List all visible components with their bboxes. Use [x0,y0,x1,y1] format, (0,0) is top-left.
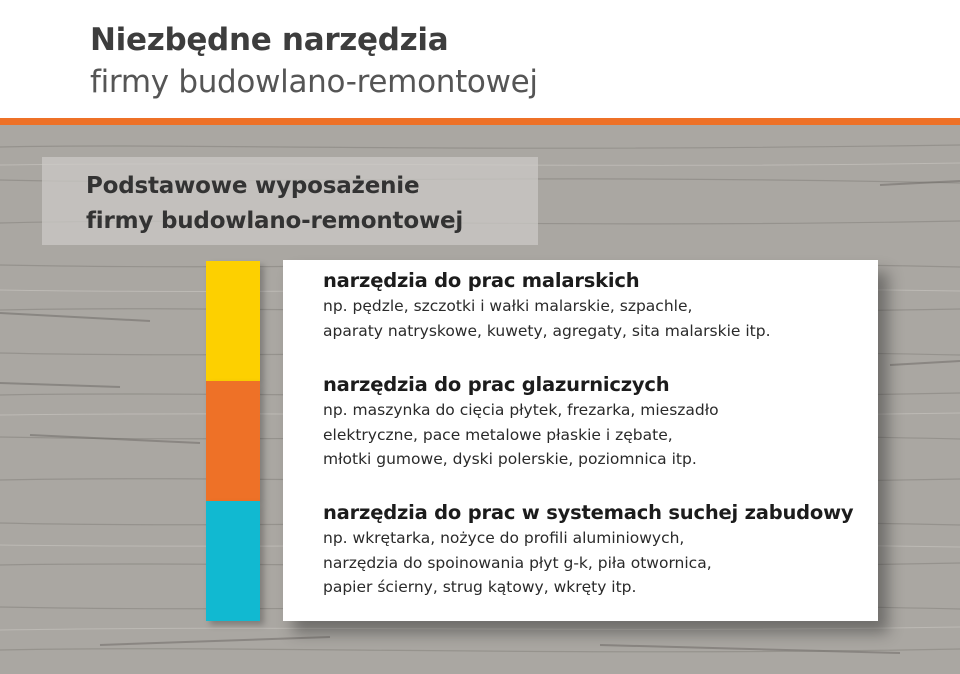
section-heading: narzędzia do prac w systemach suchej zabudowy [323,501,854,524]
section-line: elektryczne, pace metalowe płaskie i zębate, [323,425,673,444]
color-bar-cyan [206,501,260,621]
tools-card [283,260,878,621]
section-line: np. maszynka do cięcia płytek, frezarka, mieszadło [323,401,719,419]
wood-background [0,125,960,674]
section-heading: narzędzia do prac malarskich [323,269,640,292]
color-bar-orange [206,381,260,501]
section-painting [323,268,771,343]
subtitle-box [42,157,538,245]
section-line: np. wkrętarka, nożyce do profili aluminiowych, [323,529,685,547]
page-title: Niezbędne narzędzia [90,22,449,58]
section-line: papier ścierny, strug kątowy, wkręty itp. [323,578,637,596]
section-tiling [323,372,719,472]
section-line: np. pędzle, szczotki i wałki malarskie, szpachle, [323,297,693,315]
section-line: aparaty natryskowe, kuwety, agregaty, sita malarskie itp. [323,321,771,340]
section-heading: narzędzia do prac glazurniczych [323,373,670,396]
header-divider [0,118,960,125]
subtitle-line-1: Podstawowe wyposażenie [86,173,420,199]
subtitle-line-2: firmy budowlano-remontowej [86,208,464,234]
section-line: narzędzia do spoinowania płyt g-k, piła otwornica, [323,553,712,572]
section-line: młotki gumowe, dyski polerskie, poziomnica itp. [323,450,697,468]
section-drywall [323,500,853,600]
page-header [0,0,960,118]
color-bar-yellow [206,261,260,381]
page-subtitle: firmy budowlano-remontowej [90,64,538,100]
